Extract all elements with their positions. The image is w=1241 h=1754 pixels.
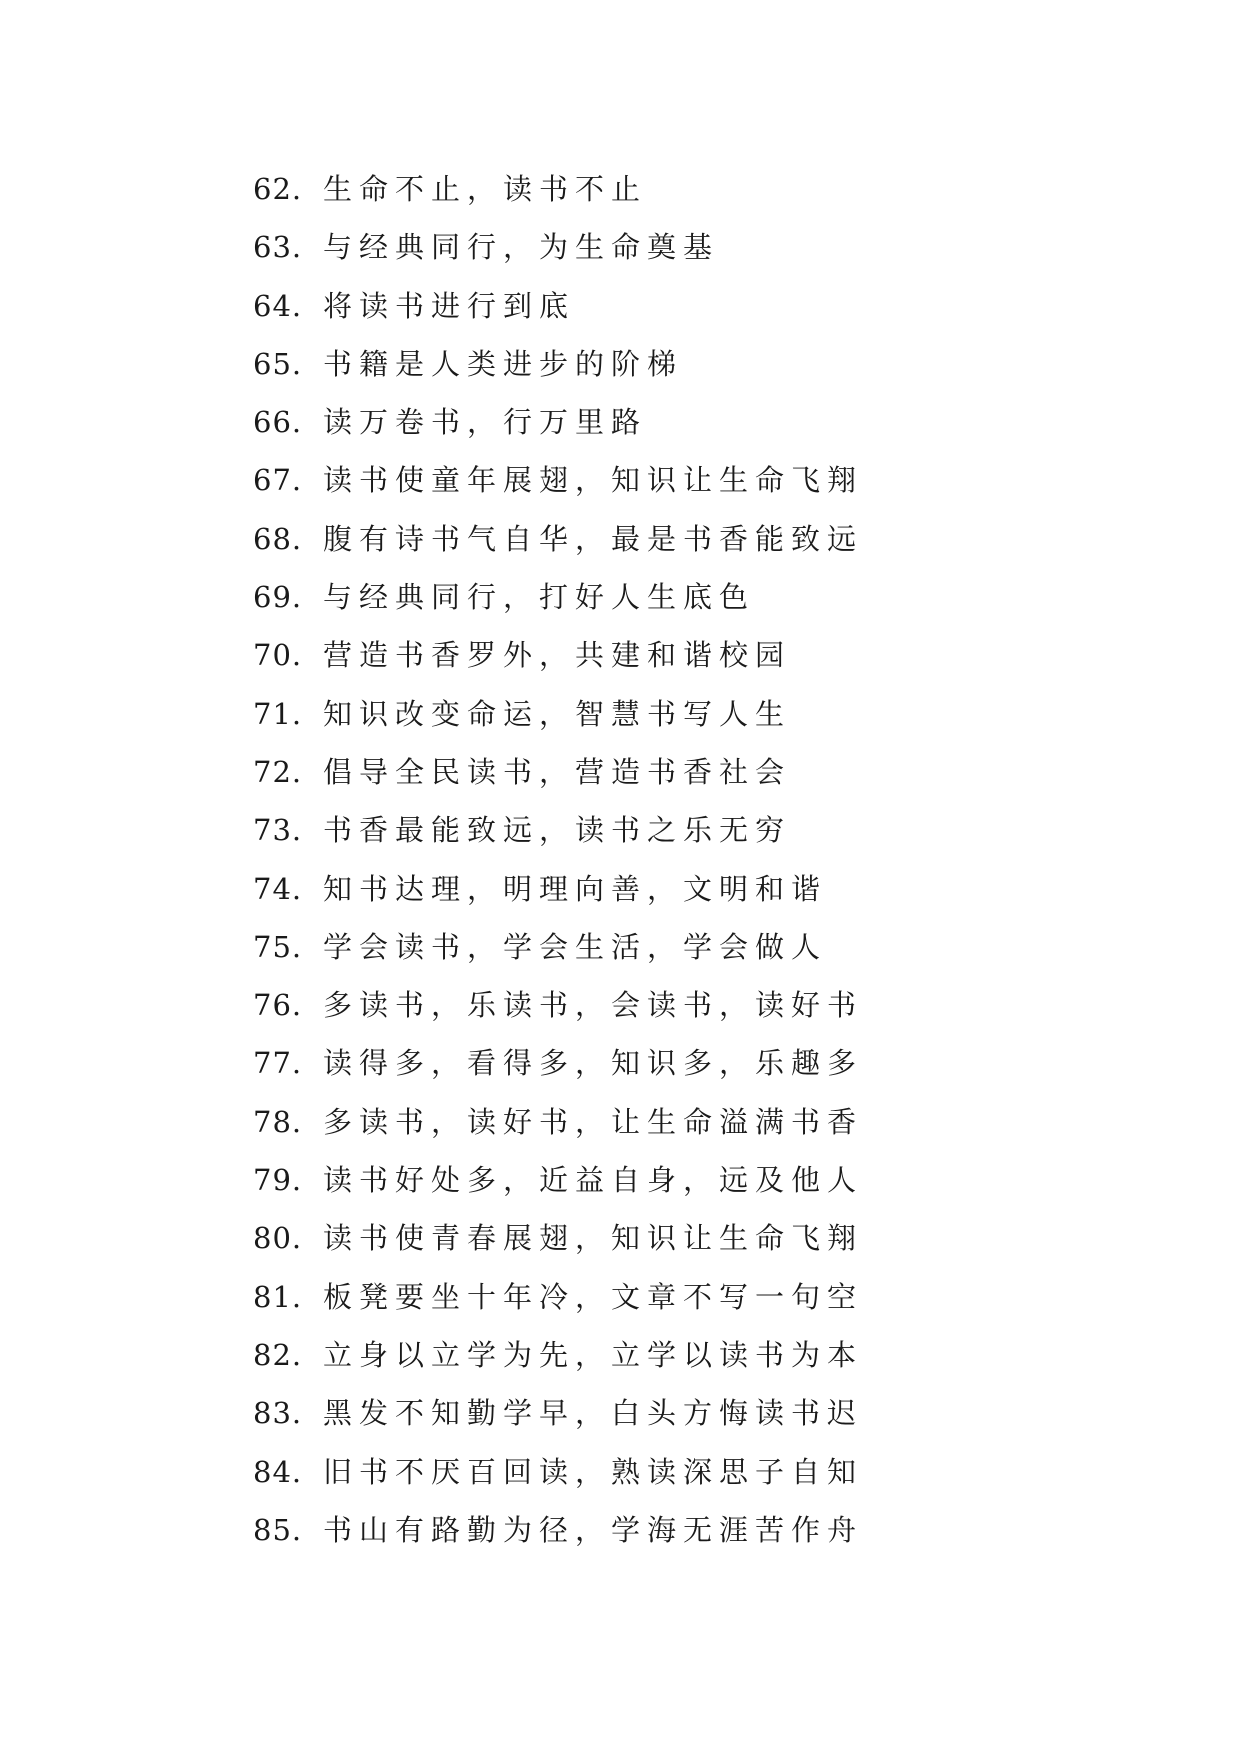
item-number: 79.	[253, 1163, 303, 1198]
list-item	[253, 1384, 863, 1442]
item-text: 倡导全民读书，营造书香社会	[323, 754, 792, 789]
list-item	[253, 1443, 863, 1501]
item-text: 多读书，乐读书，会读书，读好书	[323, 988, 864, 1023]
item-text: 读书使童年展翅，知识让生命飞翔	[323, 463, 864, 498]
list-item	[253, 1093, 863, 1151]
item-text: 读万卷书，行万里路	[323, 405, 648, 440]
list-item	[253, 918, 863, 976]
item-text: 知书达理，明理向善，文明和谐	[323, 871, 828, 906]
list-item	[253, 277, 863, 335]
slogan-list	[253, 160, 863, 1559]
list-item	[253, 510, 863, 568]
list-item	[253, 1151, 863, 1209]
item-number: 72.	[253, 754, 303, 789]
list-item	[253, 743, 863, 801]
item-text: 生命不止，读书不止	[323, 172, 648, 206]
item-text: 与经典同行，打好人生底色	[323, 580, 756, 615]
list-item	[253, 860, 863, 918]
item-text: 营造书香罗外，共建和谐校园	[323, 638, 792, 673]
item-number: 76.	[253, 988, 303, 1023]
item-text: 腹有诗书气自华，最是书香能致远	[323, 521, 864, 556]
item-text: 旧书不厌百回读，熟读深思子自知	[323, 1454, 864, 1489]
item-number: 73.	[253, 813, 303, 848]
item-text: 与经典同行，为生命奠基	[323, 230, 720, 265]
item-number: 69.	[253, 580, 303, 615]
list-item	[253, 685, 863, 743]
item-number: 81.	[253, 1279, 303, 1314]
item-number: 68.	[253, 521, 303, 556]
item-text: 知识改变命运，智慧书写人生	[323, 696, 792, 731]
list-item	[253, 335, 863, 393]
list-item	[253, 451, 863, 509]
item-text: 读得多，看得多，知识多，乐趣多	[323, 1046, 864, 1081]
item-text: 书香最能致远，读书之乐无穷	[323, 813, 792, 848]
item-number: 75.	[253, 929, 303, 964]
list-item	[253, 1209, 863, 1267]
list-item	[253, 568, 863, 626]
list-item	[253, 976, 863, 1034]
list-item	[253, 801, 863, 859]
item-text: 书籍是人类进步的阶梯	[323, 346, 684, 381]
item-number: 70.	[253, 638, 303, 673]
item-number: 67.	[253, 463, 303, 498]
item-text: 立身以立学为先，立学以读书为本	[323, 1337, 864, 1372]
item-number: 84.	[253, 1454, 303, 1489]
list-item	[253, 1326, 863, 1384]
item-number: 63.	[253, 230, 303, 265]
list-item	[253, 218, 863, 276]
item-number: 85.	[253, 1512, 303, 1547]
list-item	[253, 160, 863, 218]
list-item	[253, 626, 863, 684]
item-text: 读书使青春展翅，知识让生命飞翔	[323, 1221, 864, 1256]
list-item	[253, 1034, 863, 1092]
item-number: 71.	[253, 696, 303, 731]
item-number: 64.	[253, 288, 303, 323]
item-number: 77.	[253, 1046, 303, 1081]
list-item	[253, 1268, 863, 1326]
item-text: 将读书进行到底	[323, 288, 576, 323]
item-text: 读书好处多，近益自身，远及他人	[323, 1163, 864, 1198]
item-number: 65.	[253, 346, 303, 381]
item-number: 62.	[253, 172, 303, 206]
item-number: 82.	[253, 1337, 303, 1372]
item-number: 80.	[253, 1221, 303, 1256]
item-text: 板凳要坐十年冷，文章不写一句空	[323, 1279, 864, 1314]
list-item	[253, 1501, 863, 1559]
item-number: 78.	[253, 1104, 303, 1139]
item-number: 66.	[253, 405, 303, 440]
item-number: 74.	[253, 871, 303, 906]
item-text: 多读书，读好书，让生命溢满书香	[323, 1104, 864, 1139]
list-item	[253, 393, 863, 451]
item-text: 学会读书，学会生活，学会做人	[323, 929, 828, 964]
item-text: 黑发不知勤学早，白头方悔读书迟	[323, 1396, 864, 1431]
item-text: 书山有路勤为径，学海无涯苦作舟	[323, 1512, 864, 1547]
item-number: 83.	[253, 1396, 303, 1431]
